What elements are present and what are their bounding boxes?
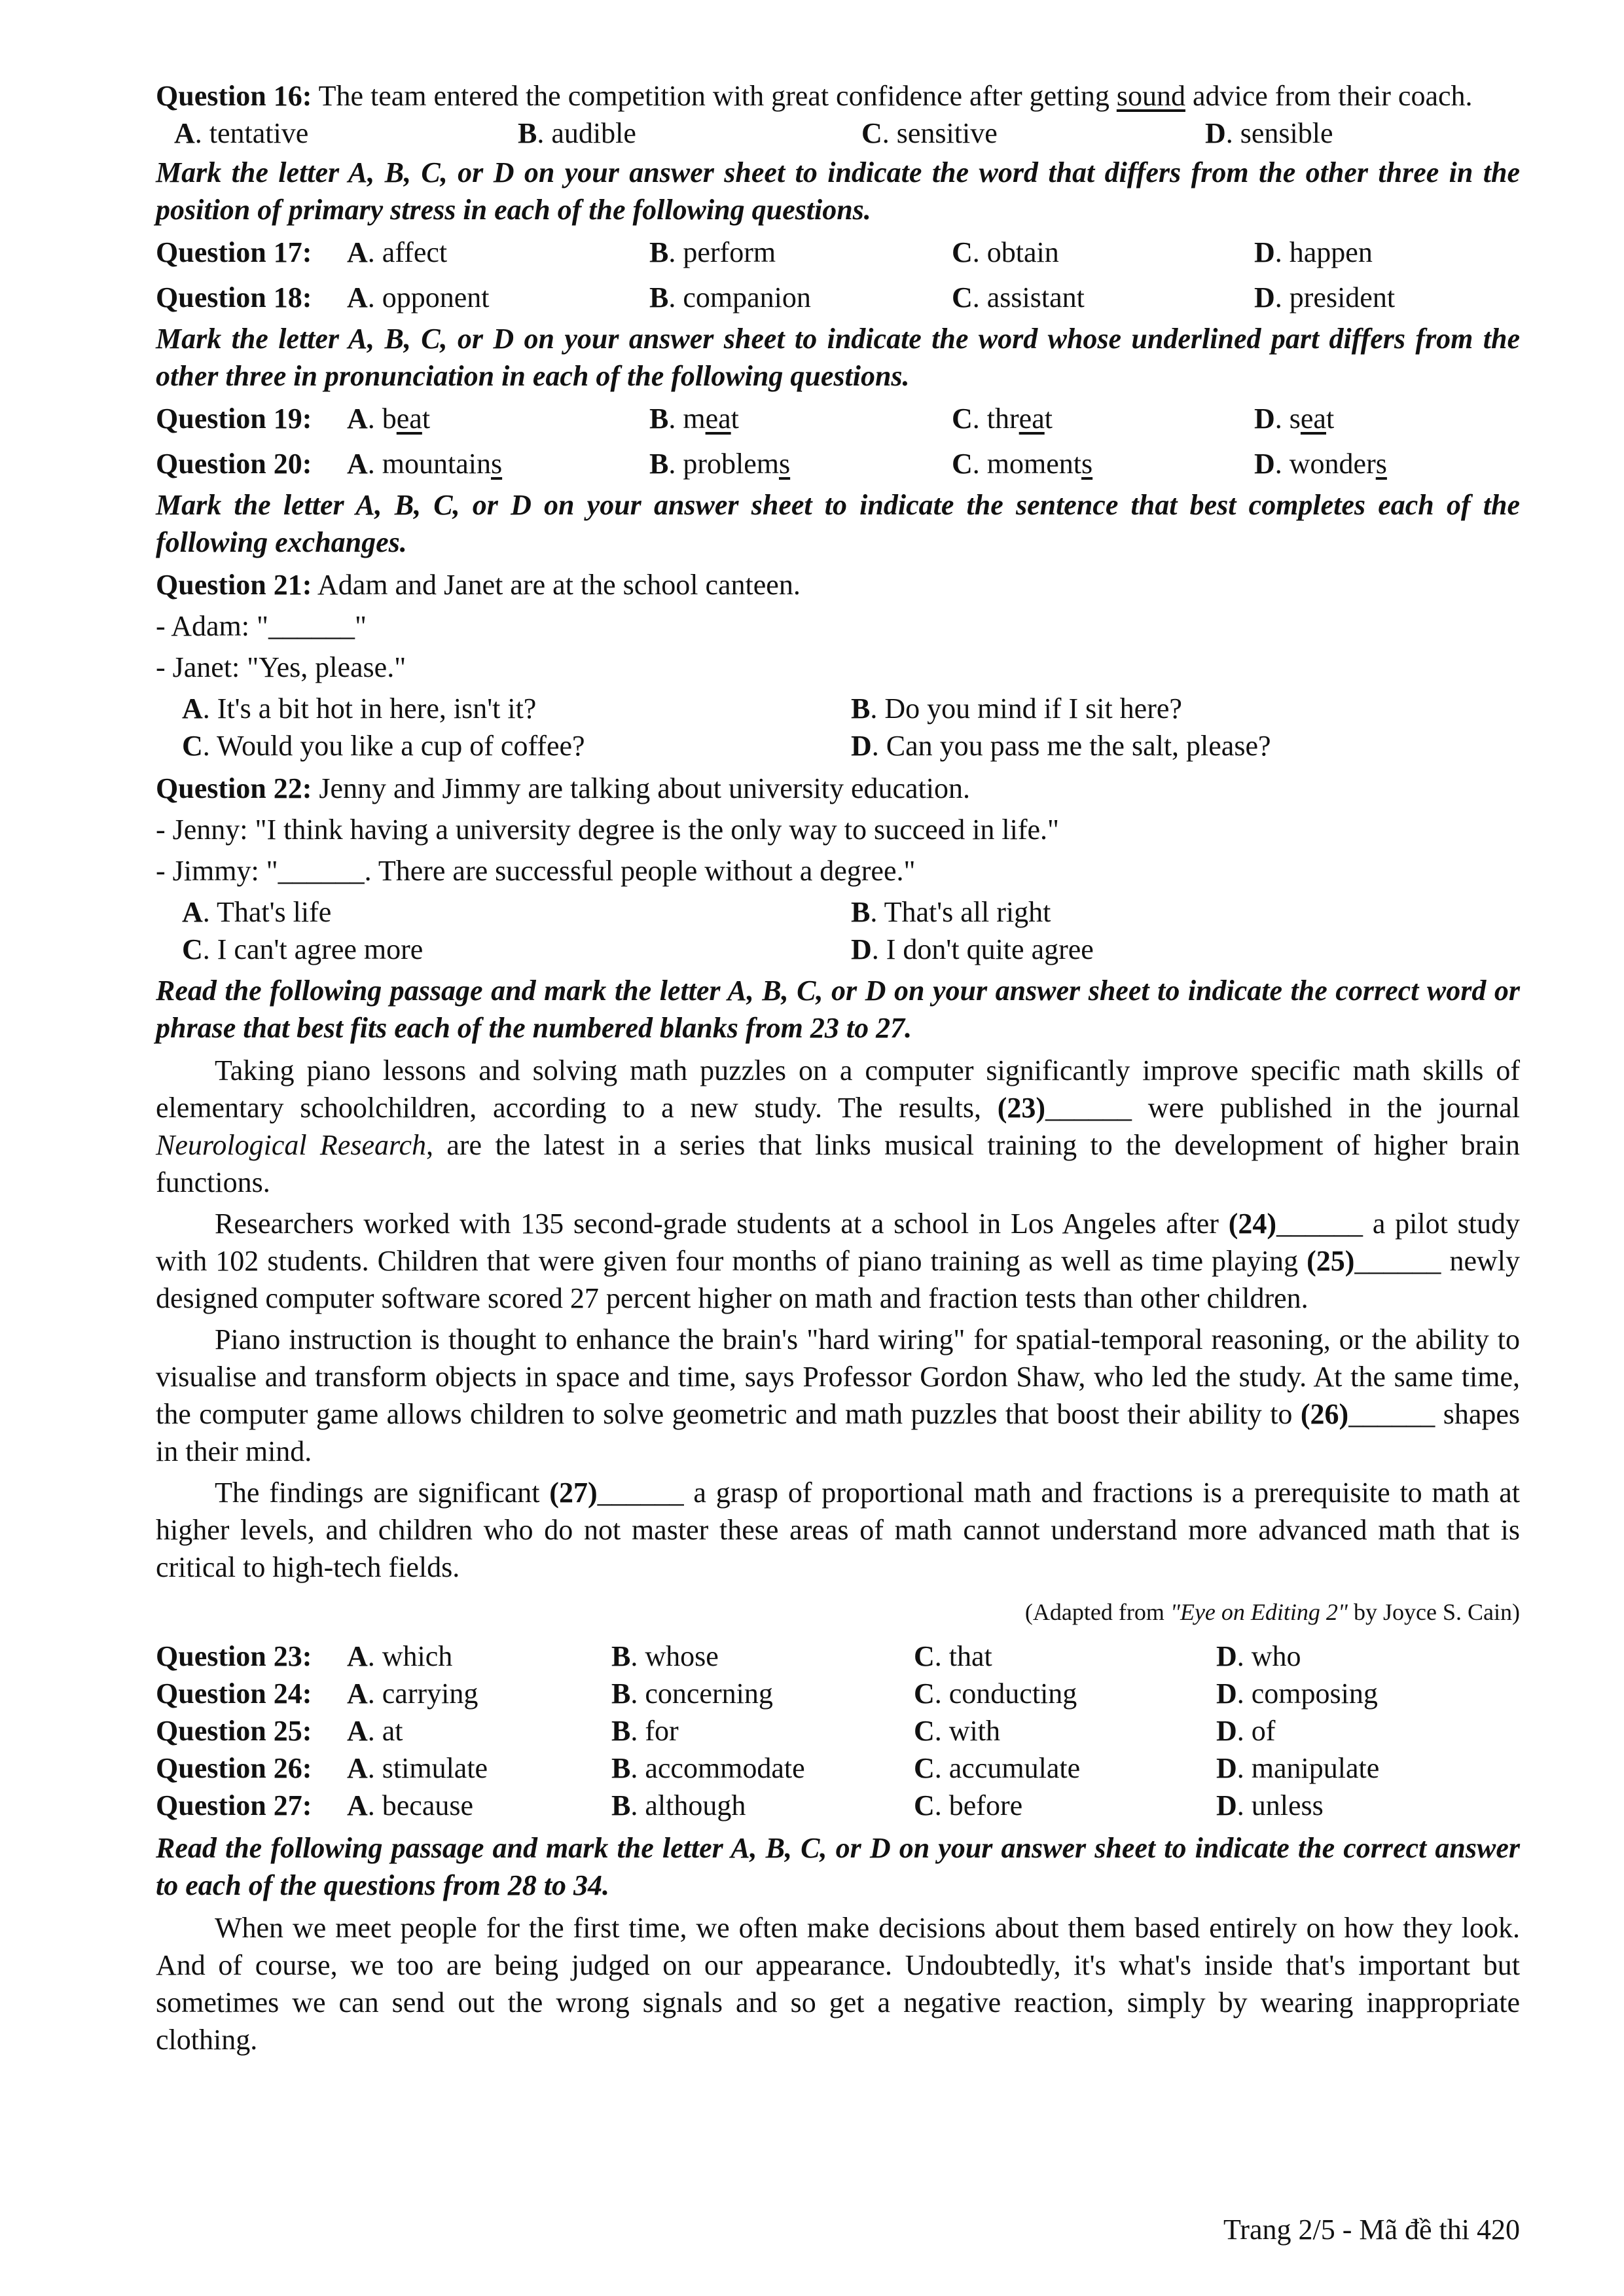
- question-26: Question 26: A. stimulate B. accommodate C. accumulate D. manipulate: [156, 1749, 1520, 1787]
- option-a[interactable]: A. tentative: [174, 117, 309, 149]
- option-c[interactable]: C. moments: [952, 448, 1093, 480]
- option-d[interactable]: D. Can you pass me the salt, please?: [851, 730, 1271, 762]
- passage-paragraph: Piano instruction is thought to enhance the brain's "hard wiring" for spatial-temporal reasoning, or the ability to visualise and transform objects in space and time, says Professor Gordon Shaw, who led the study. At the same time, the computer game allows children to solve geometric and math puzzles that boost their ability to (26)______ shapes in their mind.: [156, 1323, 1520, 1467]
- option-d[interactable]: D. sensible: [1205, 117, 1333, 149]
- dialogue-line: - Jimmy: "______. There are successful people without a degree.": [156, 855, 916, 887]
- question-21-options-2: [156, 727, 1520, 764]
- option-d[interactable]: D. composing: [1216, 1677, 1378, 1710]
- option-a[interactable]: A. carrying: [347, 1677, 478, 1710]
- option-b[interactable]: B. for: [611, 1715, 679, 1747]
- option-c[interactable]: C. I can't agree more: [182, 933, 424, 965]
- option-d[interactable]: D. president: [1254, 281, 1396, 314]
- passage-paragraph: Researchers worked with 135 second-grade students at a school in Los Angeles after (24)______ a pilot study with 102 students. Children that were given four months of piano training as well as time playing (25)______ newly designed computer software scored 27 percent higher on math and fraction tests than other children.: [156, 1208, 1520, 1314]
- journal-title: Neurological Research: [156, 1129, 427, 1161]
- option-c[interactable]: C. that: [914, 1640, 992, 1672]
- instruction-pronunciation: Mark the letter A, B, C, or D on your answer sheet to indicate the word whose underlined part differs from the other three in pronunciation in each of the following questions.: [156, 323, 1520, 392]
- option-a[interactable]: A. because: [347, 1789, 474, 1821]
- dialogue-line: - Jenny: "I think having a university degree is the only way to succeed in life.": [156, 814, 1060, 846]
- option-c[interactable]: C. sensitive: [861, 117, 998, 149]
- option-b[interactable]: B. meat: [649, 403, 739, 435]
- instruction-exchanges: Mark the letter A, B, C, or D on your answer sheet to indicate the sentence that best completes each of the following exchanges.: [156, 489, 1520, 558]
- question-17: [156, 234, 1520, 271]
- question-22: Question 22: Jenny and Jimmy are talking about university education.: [156, 772, 971, 804]
- dialogue-line: - Janet: "Yes, please.": [156, 651, 406, 683]
- option-a[interactable]: A. stimulate: [347, 1752, 488, 1784]
- option-c[interactable]: C. threat: [952, 403, 1053, 435]
- option-b[interactable]: B. perform: [649, 236, 776, 268]
- option-d[interactable]: D. manipulate: [1216, 1752, 1380, 1784]
- option-a[interactable]: A. which: [347, 1640, 453, 1672]
- option-b[interactable]: B. problems: [649, 448, 791, 480]
- option-b[interactable]: B. Do you mind if I sit here?: [851, 692, 1182, 725]
- option-d[interactable]: D. who: [1216, 1640, 1301, 1672]
- option-b[interactable]: B. That's all right: [851, 896, 1051, 928]
- option-d[interactable]: D. unless: [1216, 1789, 1324, 1821]
- question-label: Question 16:: [156, 80, 312, 112]
- page-footer: Trang 2/5 - Mã đề thi 420: [1223, 2214, 1520, 2246]
- option-c[interactable]: C. accumulate: [914, 1752, 1081, 1784]
- question-label: Question 17:: [156, 236, 312, 268]
- blank-26: (26): [1300, 1398, 1349, 1430]
- question-20: [156, 445, 1520, 482]
- option-b[interactable]: B. accommodate: [611, 1752, 805, 1784]
- passage-paragraph: The findings are significant (27)______ a grasp of proportional math and fractions is a prerequisite to math at higher levels, and children who do not master these areas of math cannot understand more advanced math that is critical to high-tech fields.: [156, 1477, 1521, 1583]
- option-c[interactable]: C. Would you like a cup of coffee?: [182, 730, 585, 762]
- question-19: [156, 400, 1520, 437]
- exam-page: [156, 77, 1520, 2062]
- option-a[interactable]: A. mountains: [347, 448, 503, 480]
- question-16-options: [156, 115, 1538, 152]
- blank-25: (25): [1307, 1245, 1355, 1277]
- question-24: Question 24: A. carrying B. concerning C. conducting D. composing: [156, 1675, 1520, 1712]
- dialogue-line: - Adam: "______": [156, 610, 367, 642]
- underlined-word: sound: [1116, 80, 1185, 112]
- option-a[interactable]: A. It's a bit hot in here, isn't it?: [182, 692, 537, 725]
- option-a[interactable]: A. affect: [347, 236, 448, 268]
- option-d[interactable]: D. wonders: [1254, 448, 1387, 480]
- option-c[interactable]: C. obtain: [952, 236, 1059, 268]
- question-label: Question 19:: [156, 403, 312, 435]
- option-a[interactable]: A. opponent: [347, 281, 490, 314]
- option-b[interactable]: B. concerning: [611, 1677, 773, 1710]
- passage-paragraph: When we meet people for the first time, we often make decisions about them based entirely on how they look. And of course, we too are being judged on our appearance. Undoubtedly, it's what's inside that's important but sometimes we can send out the wrong signals and so get a negative reaction, simply by wearing inappropriate clothing.: [156, 1912, 1520, 2056]
- option-c[interactable]: C. with: [914, 1715, 1001, 1747]
- source-citation: (Adapted from "Eye on Editing 2" by Joyce S. Cain): [1024, 1599, 1520, 1625]
- question-22-options-2: [156, 931, 1520, 968]
- option-c[interactable]: C. conducting: [914, 1677, 1077, 1710]
- question-label: Question 18:: [156, 281, 312, 314]
- blank-27: (27): [549, 1477, 598, 1509]
- question-16: [156, 77, 1520, 115]
- option-a[interactable]: A. at: [347, 1715, 403, 1747]
- option-b[interactable]: B. companion: [649, 281, 811, 314]
- question-stem: The team entered the competition with great confidence after getting: [312, 80, 1117, 112]
- option-c[interactable]: C. before: [914, 1789, 1023, 1821]
- question-27: Question 27: A. because B. although C. before D. unless: [156, 1787, 1520, 1824]
- question-label: Question 20:: [156, 448, 312, 480]
- question-18: [156, 279, 1520, 316]
- option-d[interactable]: D. of: [1216, 1715, 1276, 1747]
- passage-paragraph: Taking piano lessons and solving math puzzles on a computer significantly improve specific math skills of elementary schoolchildren, according to a new study. The results, (23)______ were published in the journal Neurological Research, are the latest in a series that links musical training to the development of higher brain functions.: [156, 1054, 1520, 1198]
- blank-24: (24): [1228, 1208, 1277, 1240]
- option-b[interactable]: B. whose: [611, 1640, 719, 1672]
- option-b[interactable]: B. although: [611, 1789, 746, 1821]
- option-a[interactable]: A. That's life: [182, 896, 332, 928]
- question-21: Question 21: Adam and Janet are at the school canteen.: [156, 569, 801, 601]
- option-d[interactable]: D. happen: [1254, 236, 1373, 268]
- question-stem-end: advice from their coach.: [1185, 80, 1473, 112]
- blank-23: (23): [997, 1092, 1046, 1124]
- option-a[interactable]: A. beat: [347, 403, 431, 435]
- option-c[interactable]: C. assistant: [952, 281, 1085, 314]
- option-b[interactable]: B. audible: [518, 117, 636, 149]
- question-23: Question 23: A. which B. whose C. that D. who: [156, 1638, 1520, 1675]
- option-d[interactable]: D. seat: [1254, 403, 1335, 435]
- instruction-reading: Read the following passage and mark the letter A, B, C, or D on your answer sheet to indicate the correct answer to each of the questions from 28 to 34.: [156, 1832, 1520, 1901]
- question-21-options: [156, 690, 1520, 727]
- instruction-stress: Mark the letter A, B, C, or D on your answer sheet to indicate the word that differs from the other three in the position of primary stress in each of the following questions.: [156, 156, 1520, 226]
- question-22-options: [156, 893, 1520, 931]
- instruction-cloze: Read the following passage and mark the letter A, B, C, or D on your answer sheet to indicate the correct word or phrase that best fits each of the numbered blanks from 23 to 27.: [156, 975, 1520, 1044]
- option-d[interactable]: D. I don't quite agree: [851, 933, 1094, 965]
- question-25: Question 25: A. at B. for C. with D. of: [156, 1712, 1520, 1749]
